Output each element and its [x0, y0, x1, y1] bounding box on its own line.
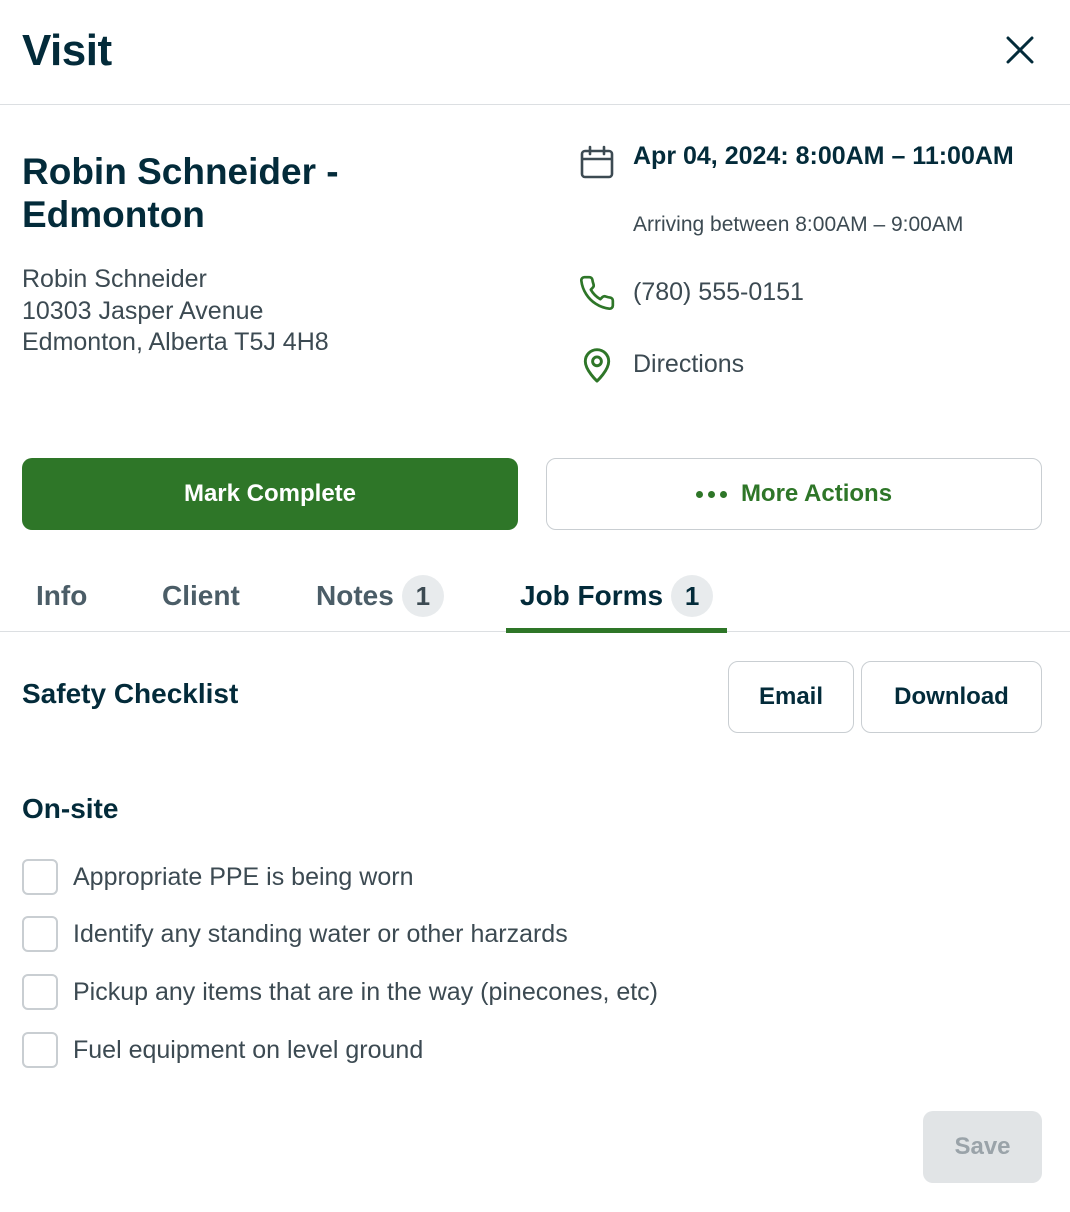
more-actions-button[interactable] [546, 458, 1042, 530]
phone-link[interactable]: (780) 555-0151 [633, 278, 804, 306]
notes-count-badge: 1 [402, 575, 444, 617]
more-dots-icon [696, 491, 727, 498]
checkbox[interactable] [22, 859, 58, 895]
section-title: On-site [22, 793, 119, 824]
tab-label: Client [162, 580, 240, 611]
address-line: Edmonton, Alberta T5J 4H8 [22, 328, 329, 356]
visit-title: Robin Schneider - Edmonton [22, 151, 339, 235]
form-title: Safety Checklist [22, 678, 239, 709]
tab-notes[interactable] [316, 560, 444, 632]
tab-label: Info [36, 580, 88, 611]
checkbox[interactable] [22, 1032, 58, 1068]
checklist-label: Appropriate PPE is being worn [73, 862, 414, 891]
save-button[interactable]: Save [923, 1111, 1042, 1183]
address-line: Robin Schneider [22, 265, 207, 293]
checklist-item[interactable] [22, 916, 568, 952]
client-address [22, 264, 329, 359]
more-actions-label: More Actions [740, 480, 893, 507]
date-row [578, 144, 616, 182]
arrival-window: Arriving between 8:00AM – 9:00AM [633, 213, 964, 236]
checklist-item[interactable] [22, 859, 413, 895]
checklist-label: Pickup any items that are in the way (pinecones, etc) [73, 977, 659, 1006]
tab-bar [0, 560, 1070, 632]
phone-icon [578, 274, 616, 312]
directions-row [578, 346, 616, 384]
checkbox[interactable] [22, 974, 58, 1010]
panel-header [0, 0, 1070, 105]
download-button[interactable]: Download [861, 661, 1042, 733]
close-button[interactable] [998, 28, 1042, 72]
phone-row [578, 274, 616, 312]
address-line: 10303 Jasper Avenue [22, 296, 264, 325]
tab-client[interactable] [162, 560, 240, 632]
checklist-label: Identify any standing water or other harzards [73, 919, 568, 948]
mark-complete-button[interactable]: Mark Complete [22, 458, 518, 530]
directions-link[interactable]: Directions [633, 350, 745, 378]
map-pin-icon [578, 346, 616, 384]
tab-job-forms[interactable] [520, 560, 713, 632]
checklist-label: Fuel equipment on level ground [73, 1035, 424, 1064]
job-forms-count-badge: 1 [671, 575, 713, 617]
close-icon [1005, 35, 1035, 65]
checkbox[interactable] [22, 916, 58, 952]
panel-title: Visit [22, 26, 112, 75]
checklist-item[interactable] [22, 974, 658, 1010]
visit-date-time: Apr 04, 2024: 8:00AM – 11:00AM [633, 142, 1014, 170]
checklist-item[interactable] [22, 1032, 423, 1068]
tab-info[interactable] [36, 560, 87, 632]
calendar-icon [578, 144, 616, 182]
tab-label: Job Forms [520, 580, 664, 611]
email-button[interactable]: Email [728, 661, 854, 733]
tab-label: Notes [316, 580, 394, 611]
